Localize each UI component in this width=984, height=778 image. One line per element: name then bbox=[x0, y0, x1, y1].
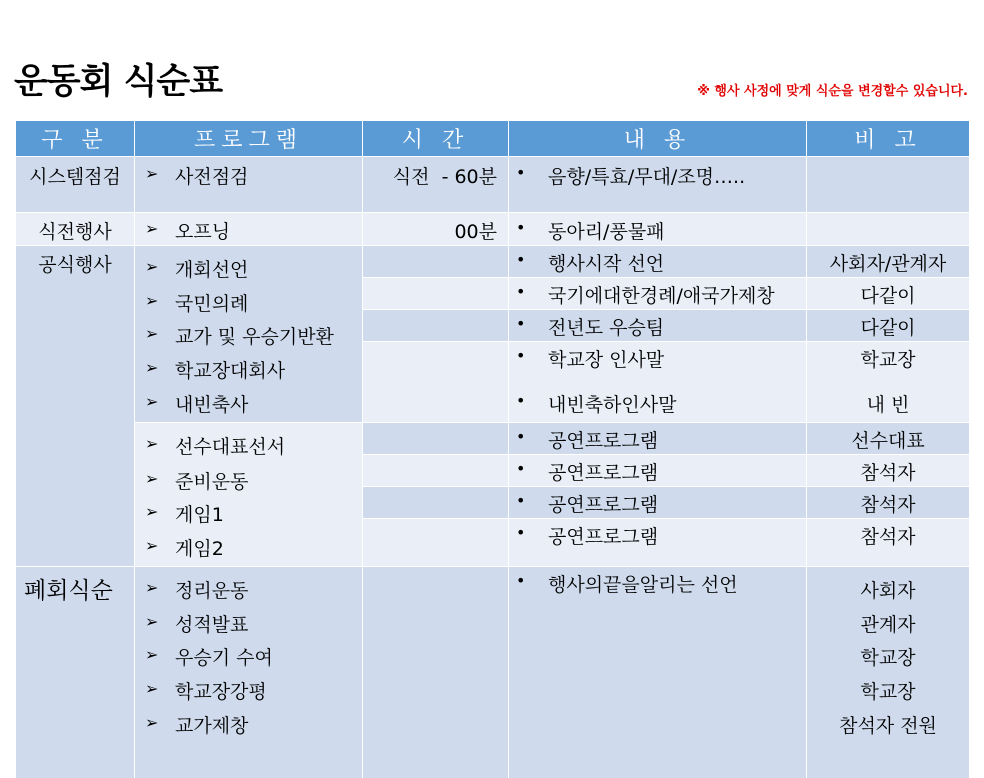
content-show-4: • 공연프로그램 bbox=[548, 522, 658, 549]
note-show-1: 선수대표 bbox=[851, 430, 925, 452]
program-pre-check: ➢ 사전점검 bbox=[175, 162, 248, 189]
content-club: • 동아리/풍물패 bbox=[548, 217, 665, 244]
time-pre: 식전 - 60분 bbox=[392, 166, 497, 188]
category-pre-event: 식전행사 bbox=[38, 221, 112, 243]
note-anthem: 다같이 bbox=[860, 285, 916, 307]
content-principal: • 학교장 인사말 bbox=[548, 345, 664, 372]
category-system-check: 시스템점검 bbox=[29, 166, 121, 188]
program-national-ceremony: ➢ 국민의례 bbox=[175, 289, 248, 316]
header-note: 비 고 bbox=[807, 121, 969, 156]
note-all: 참석자 전원 bbox=[839, 715, 937, 737]
note-show-2: 참석자 bbox=[860, 462, 916, 484]
note-guest: 내 빈 bbox=[866, 394, 910, 416]
note-host: 사회자 bbox=[860, 580, 916, 602]
change-notice: ※ 행사 사정에 맞게 식순을 변경할수 있습니다. bbox=[697, 84, 968, 99]
note-show-3: 참석자 bbox=[860, 494, 916, 516]
note-show-4: 참석자 bbox=[860, 526, 916, 548]
content-show-3: • 공연프로그램 bbox=[548, 490, 658, 517]
program-cooldown: ➢ 정리운동 bbox=[175, 576, 248, 603]
header-program: 프로그램 bbox=[135, 121, 362, 156]
program-principal-review: ➢ 학교장강평 bbox=[175, 677, 267, 704]
program-guest-speech: ➢ 내빈축사 bbox=[175, 390, 248, 417]
program-warmup: ➢ 준비운동 bbox=[175, 467, 248, 494]
content-show-1: • 공연프로그램 bbox=[548, 426, 658, 453]
row-official-category bbox=[16, 246, 134, 566]
program-results: ➢ 성적발표 bbox=[175, 610, 248, 637]
content-equipment: • 음향/특효/무대/조명….. bbox=[548, 162, 745, 189]
content-start: • 행사시작 선언 bbox=[548, 249, 664, 276]
note-principal-2: 학교장 bbox=[860, 681, 916, 703]
program-closing-song: ➢ 교가제창 bbox=[175, 711, 248, 738]
header-category: 구 분 bbox=[16, 121, 134, 156]
program-trophy: ➢ 우승기 수여 bbox=[175, 643, 273, 670]
page-title: 운동회 식순표 bbox=[14, 62, 223, 102]
program-opening-declaration: ➢ 개회선언 bbox=[175, 255, 248, 282]
note-staff: 관계자 bbox=[860, 614, 916, 636]
header-content: 내 용 bbox=[509, 121, 806, 156]
content-show-2: • 공연프로그램 bbox=[548, 458, 658, 485]
note-principal: 학교장 bbox=[860, 349, 916, 371]
time-opening: 00분 bbox=[454, 221, 497, 243]
program-opening: ➢ 오프닝 bbox=[175, 217, 230, 244]
content-winner: • 전년도 우승팀 bbox=[548, 313, 664, 340]
program-school-song: ➢ 교가 및 우승기반환 bbox=[175, 322, 334, 349]
content-guest: • 내빈축하인사말 bbox=[548, 390, 676, 417]
content-closing-declaration: • 행사의끝을알리는 선언 bbox=[548, 570, 738, 597]
program-game-1: ➢ 게임1 bbox=[175, 500, 224, 527]
program-game-2: ➢ 게임2 bbox=[175, 534, 224, 561]
category-closing: 폐회식순 bbox=[24, 578, 113, 604]
category-official: 공식행사 bbox=[38, 254, 112, 276]
program-principal-speech: ➢ 학교장대회사 bbox=[175, 356, 285, 383]
note-principal-1: 학교장 bbox=[860, 647, 916, 669]
note-winner: 다같이 bbox=[860, 317, 916, 339]
header-time: 시 간 bbox=[363, 121, 508, 156]
program-oath: ➢ 선수대표선서 bbox=[175, 432, 285, 459]
note-start: 사회자/관계자 bbox=[829, 253, 947, 275]
content-anthem: • 국기에대한경례/애국가제창 bbox=[548, 281, 775, 308]
